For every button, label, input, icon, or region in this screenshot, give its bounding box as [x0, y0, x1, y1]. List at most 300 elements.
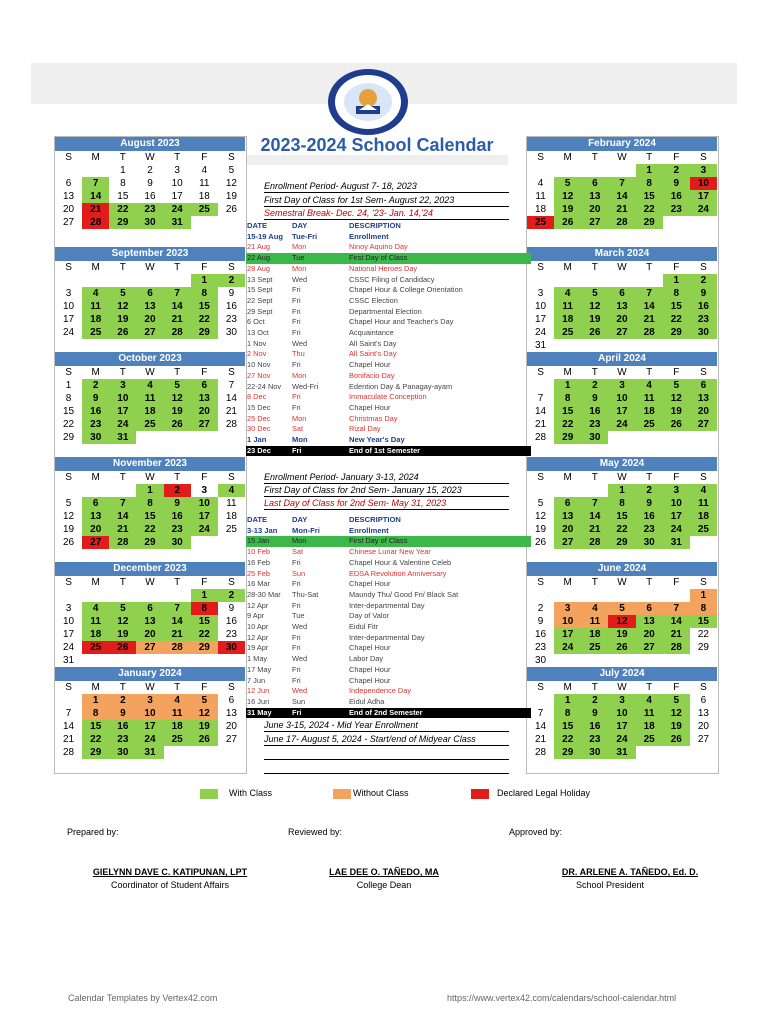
day-cell: 29 [191, 641, 218, 654]
day-cell: 25 [636, 733, 663, 746]
day-cell: 10 [663, 497, 690, 510]
event-row [246, 547, 531, 558]
day-cell: 25 [136, 418, 163, 431]
weekday-label: M [563, 472, 572, 483]
event-row [246, 403, 531, 414]
day-cell: 16 [663, 190, 690, 203]
day-cell: 24 [109, 418, 136, 431]
day-cell: 3 [608, 694, 635, 707]
events-header-row [246, 515, 531, 526]
event-cell: 6 Oct [247, 317, 265, 327]
day-cell: 12 [225, 178, 237, 189]
day-cell: 14 [164, 615, 191, 628]
day-cell: 27 [697, 734, 709, 745]
day-cell: 12 [63, 511, 75, 522]
day-cell: 8 [663, 287, 690, 300]
weekday-label: F [201, 577, 208, 588]
month-title: April 2024 [527, 352, 717, 366]
event-row [246, 665, 531, 676]
day-cell: 9 [581, 392, 608, 405]
event-cell: Bonifacio Day [349, 370, 395, 380]
day-cell: 30 [218, 641, 245, 654]
weekday-label: S [537, 152, 544, 163]
day-cell: 15 [663, 300, 690, 313]
weekday-label: W [617, 682, 627, 693]
day-cell: 18 [198, 191, 210, 202]
day-cell: 11 [199, 178, 210, 189]
day-cell: 4 [690, 484, 717, 497]
day-cell: 11 [82, 300, 109, 313]
day-cell: 2 [581, 694, 608, 707]
day-cell: 2 [82, 379, 109, 392]
event-row [246, 526, 531, 537]
day-cell: 29 [63, 432, 75, 443]
day-cell: 17 [554, 628, 581, 641]
event-cell: Chapel Hour [349, 579, 391, 589]
weekday-label: T [646, 577, 653, 588]
day-cell: 1 [690, 589, 717, 602]
month-title: November 2023 [55, 457, 245, 471]
weekday-label: T [174, 682, 181, 693]
event-cell: Fri [292, 675, 301, 685]
event-cell: Ninoy Aquino Day [349, 242, 408, 252]
event-cell: Tue [291, 253, 348, 264]
day-cell: 12 [109, 300, 136, 313]
day-cell: 27 [581, 216, 608, 229]
event-cell: Tue-Fri [292, 231, 318, 241]
weekday-label: T [174, 577, 181, 588]
event-cell: CSSC Filing of Candidacy [349, 274, 435, 284]
day-cell: 19 [63, 524, 75, 535]
day-cell: 24 [608, 418, 635, 431]
day-cell: 25 [82, 326, 109, 339]
event-cell: Sat [292, 547, 304, 557]
footer-right-url[interactable]: https://www.vertex42.com/calendars/school-calendar.html [447, 993, 677, 1003]
day-cell: 17 [63, 314, 75, 325]
day-cell: 10 [535, 301, 547, 312]
day-cell: 17 [608, 405, 635, 418]
day-cell: 27 [191, 418, 218, 431]
day-cell: 25 [636, 418, 663, 431]
day-cell: 24 [554, 641, 581, 654]
day-cell: 3 [554, 602, 581, 615]
event-cell: Christmas Day [349, 413, 398, 423]
day-cell: 20 [608, 313, 635, 326]
month-title: June 2024 [527, 562, 717, 576]
weekday-label: M [91, 577, 100, 588]
weekday-label: W [145, 577, 155, 588]
event-row [246, 285, 531, 296]
month-title: January 2024 [55, 667, 245, 681]
event-cell: 19 Apr [247, 643, 269, 653]
day-cell: 16 [535, 629, 547, 640]
day-cell: 20 [225, 721, 237, 732]
day-cell: 12 [663, 707, 690, 720]
day-cell: 25 [690, 523, 717, 536]
event-cell: 10 Nov [247, 360, 271, 370]
day-cell: 5 [191, 694, 218, 707]
event-row [246, 446, 531, 457]
day-cell: 2 [109, 694, 136, 707]
day-cell: 17 [136, 720, 163, 733]
day-cell: 8 [82, 707, 109, 720]
event-cell: 3-13 Jan [247, 525, 278, 535]
day-cell: 3 [136, 694, 163, 707]
day-cell: 4 [218, 484, 245, 497]
weekday-label: S [228, 367, 235, 378]
day-cell: 29 [663, 326, 690, 339]
day-cell: 6 [690, 379, 717, 392]
weekday-label: M [91, 472, 100, 483]
event-row [246, 676, 531, 687]
event-cell: 1 Jan [247, 435, 267, 445]
day-cell: 5 [109, 287, 136, 300]
day-cell: 9 [663, 177, 690, 190]
day-cell: 30 [82, 431, 109, 444]
day-cell: 27 [608, 326, 635, 339]
day-cell: 10 [608, 392, 635, 405]
day-cell: 31 [608, 746, 635, 759]
day-cell: 24 [63, 327, 75, 338]
weekday-label: S [228, 682, 235, 693]
midyear-enrollment: June 3-15, 2024 - Mid Year Enrollment [264, 720, 509, 732]
day-cell: 7 [109, 497, 136, 510]
day-cell: 11 [226, 498, 237, 509]
day-cell: 1 [636, 164, 663, 177]
legend-without-class: Without Class [353, 788, 409, 798]
day-cell: 28 [109, 536, 136, 549]
day-cell: 24 [690, 203, 717, 216]
day-cell: 5 [608, 602, 635, 615]
day-cell: 28 [164, 326, 191, 339]
events-header-cell: DATE [247, 515, 268, 524]
day-cell: 2 [218, 274, 245, 287]
day-cell: 6 [136, 287, 163, 300]
weekday-label: F [201, 367, 208, 378]
event-cell: Chapel Hour & College Orientation [349, 285, 463, 295]
reviewed-name: LAE DEE O. TAÑEDO, MA [329, 867, 439, 877]
day-cell: 30 [109, 746, 136, 759]
day-cell: 14 [63, 721, 75, 732]
event-cell: 16 Jun [247, 696, 270, 706]
sem1-events-table [246, 221, 531, 456]
day-cell: 21 [164, 628, 191, 641]
event-cell: Mon [292, 435, 308, 445]
day-cell: 26 [164, 418, 191, 431]
day-cell: 13 [690, 392, 717, 405]
day-cell: 1 [120, 165, 126, 176]
event-cell: 22 Sept [247, 295, 273, 305]
weekday-label: W [617, 472, 627, 483]
day-cell: 30 [225, 327, 237, 338]
day-cell: 8 [690, 602, 717, 615]
day-cell: 30 [581, 746, 608, 759]
day-cell: 7 [608, 177, 635, 190]
day-cell: 12 [109, 615, 136, 628]
day-cell: 5 [663, 379, 690, 392]
day-cell: 10 [63, 301, 75, 312]
event-cell: Inter-departmental Day [349, 632, 425, 642]
day-cell: 20 [63, 204, 75, 215]
day-cell: 16 [225, 301, 237, 312]
day-cell: 31 [109, 431, 136, 444]
day-cell: 26 [663, 418, 690, 431]
day-cell: 6 [608, 287, 635, 300]
day-cell: 29 [608, 536, 635, 549]
day-cell: 20 [191, 405, 218, 418]
day-cell: 10 [690, 177, 717, 190]
day-cell: 11 [82, 615, 109, 628]
event-cell: Fri [292, 632, 301, 642]
event-cell: 29 Sept [247, 306, 273, 316]
day-cell: 6 [136, 602, 163, 615]
weekday-label: S [65, 262, 72, 273]
day-cell: 2 [164, 484, 191, 497]
weekday-label: F [673, 472, 680, 483]
day-cell: 12 [191, 707, 218, 720]
day-cell: 21 [535, 419, 547, 430]
day-cell: 23 [636, 523, 663, 536]
event-cell: 13 Oct [247, 328, 269, 338]
weekday-label: T [591, 577, 598, 588]
weekday-label: S [700, 682, 707, 693]
event-row [246, 232, 531, 243]
event-cell: Chapel Hour & Valentine Celeb [349, 557, 452, 567]
day-cell: 25 [82, 641, 109, 654]
event-cell: 12 Jun [247, 686, 270, 696]
day-cell: 10 [63, 616, 75, 627]
weekday-label: T [591, 367, 598, 378]
weekday-label: F [201, 472, 208, 483]
legend-holiday: Declared Legal Holiday [497, 788, 591, 798]
event-cell: Chapel Hour [349, 360, 391, 370]
event-cell: Sat [292, 424, 304, 434]
event-cell: Fri [292, 306, 301, 316]
day-cell: 4 [82, 602, 109, 615]
event-cell: 10 Feb [247, 547, 271, 557]
day-cell: 22 [109, 203, 136, 216]
day-cell: 19 [663, 405, 690, 418]
day-cell: 21 [63, 734, 75, 745]
day-cell: 25 [225, 524, 237, 535]
weekday-label: T [591, 472, 598, 483]
weekday-label: S [700, 367, 707, 378]
day-cell: 5 [228, 165, 235, 176]
day-cell: 31 [164, 216, 191, 229]
day-cell: 17 [63, 629, 75, 640]
event-cell: 15 Sept [247, 285, 273, 295]
day-cell: 20 [554, 523, 581, 536]
day-cell: 24 [164, 203, 191, 216]
events-header-cell: DESCRIPTION [349, 515, 401, 524]
weekday-label: M [563, 682, 572, 693]
day-cell: 4 [164, 694, 191, 707]
event-cell: Edention Day & Panagay-ayam [349, 381, 453, 391]
day-cell: 10 [554, 615, 581, 628]
event-cell: 22-24 Nov [247, 381, 282, 391]
day-cell: 3 [608, 379, 635, 392]
day-cell: 4 [136, 379, 163, 392]
day-cell: 9 [82, 392, 109, 405]
day-cell: 18 [554, 313, 581, 326]
day-cell: 5 [581, 287, 608, 300]
sem2-last-day: Last Day of Class for 2nd Sem- May 31, 2023 [264, 498, 509, 510]
weekday-label: W [617, 262, 627, 273]
day-cell: 21 [636, 313, 663, 326]
event-row [246, 633, 531, 644]
weekday-label: T [591, 152, 598, 163]
day-cell: 5 [554, 177, 581, 190]
event-cell: Inter-departmental Day [349, 600, 425, 610]
day-cell: 17 [608, 720, 635, 733]
day-cell: 9 [537, 616, 544, 627]
event-row [246, 371, 531, 382]
event-cell: Wed [292, 686, 308, 696]
event-row [246, 307, 531, 318]
weekday-label: T [646, 367, 653, 378]
day-cell: 8 [191, 287, 218, 300]
sem1-break: Semestral Break- Dec. 24, '23- Jan. 14,'24 [264, 208, 509, 220]
event-cell: 30 Dec [247, 424, 271, 434]
day-cell: 3 [690, 164, 717, 177]
event-cell: 21 Aug [247, 242, 271, 252]
day-cell: 23 [109, 733, 136, 746]
day-cell: 21 [581, 523, 608, 536]
weekday-label: T [591, 682, 598, 693]
day-cell: 20 [636, 628, 663, 641]
event-cell: Sun [292, 696, 306, 706]
event-cell: 28-30 Mar [247, 589, 281, 599]
day-cell: 18 [581, 628, 608, 641]
day-cell: 18 [164, 720, 191, 733]
weekday-label: S [700, 472, 707, 483]
day-cell: 4 [82, 287, 109, 300]
day-cell: 25 [554, 326, 581, 339]
event-cell: CSSC Election [349, 295, 398, 305]
day-cell: 8 [554, 392, 581, 405]
event-cell: Mon [291, 536, 348, 547]
day-cell: 11 [690, 497, 717, 510]
weekday-label: S [65, 682, 72, 693]
weekday-label: W [145, 682, 155, 693]
day-cell: 3 [201, 485, 208, 496]
day-cell: 5 [663, 694, 690, 707]
day-cell: 29 [554, 431, 581, 444]
day-cell: 1 [554, 379, 581, 392]
event-row [246, 328, 531, 339]
college-seal-logo [327, 68, 409, 136]
day-cell: 7 [663, 602, 690, 615]
event-row [246, 242, 531, 253]
event-cell: Wed-Fri [292, 381, 319, 391]
day-cell: 28 [82, 216, 109, 229]
day-cell: 24 [63, 642, 75, 653]
day-cell: 16 [225, 616, 237, 627]
day-cell: 30 [690, 326, 717, 339]
day-cell: 19 [581, 313, 608, 326]
day-cell: 13 [82, 510, 109, 523]
day-cell: 19 [663, 720, 690, 733]
event-cell: National Heroes Day [349, 263, 418, 273]
event-row [246, 253, 531, 264]
event-row [246, 536, 531, 547]
day-cell: 8 [136, 497, 163, 510]
day-cell: 18 [690, 510, 717, 523]
day-cell: 18 [82, 313, 109, 326]
weekday-label: S [228, 577, 235, 588]
event-cell: All Saint's Day [349, 338, 397, 348]
left-column-frame [54, 136, 247, 774]
day-cell: 4 [554, 287, 581, 300]
day-cell: 29 [136, 536, 163, 549]
day-cell: 29 [82, 746, 109, 759]
day-cell: 19 [225, 191, 237, 202]
day-cell: 24 [191, 523, 218, 536]
event-row [246, 569, 531, 580]
day-cell: 26 [535, 537, 547, 548]
reviewed-label: Reviewed by: [288, 827, 343, 837]
weekday-label: T [174, 472, 181, 483]
day-cell: 9 [228, 288, 235, 299]
weekday-label: T [119, 472, 126, 483]
day-cell: 6 [554, 497, 581, 510]
day-cell: 27 [225, 734, 237, 745]
day-cell: 22 [554, 418, 581, 431]
day-cell: 17 [535, 314, 547, 325]
day-cell: 15 [191, 300, 218, 313]
day-cell: 22 [608, 523, 635, 536]
day-cell: 16 [82, 405, 109, 418]
day-cell: 31 [63, 655, 75, 666]
month-title: March 2024 [527, 247, 717, 261]
weekday-label: W [145, 152, 155, 163]
day-cell: 23 [663, 203, 690, 216]
event-row [246, 643, 531, 654]
day-cell: 7 [228, 380, 235, 391]
day-cell: 31 [136, 746, 163, 759]
approved-label: Approved by: [509, 827, 563, 837]
day-cell: 17 [171, 191, 183, 202]
day-cell: 10 [109, 392, 136, 405]
event-cell: 15 Dec [247, 402, 271, 412]
event-cell: EDSA Revolution Anniversary [349, 568, 447, 578]
day-cell: 1 [191, 589, 218, 602]
weekday-label: S [537, 577, 544, 588]
weekday-label: S [537, 367, 544, 378]
day-cell: 11 [164, 707, 191, 720]
day-cell: 1 [191, 274, 218, 287]
day-cell: 11 [535, 191, 546, 202]
day-cell: 28 [63, 747, 75, 758]
approved-name: DR. ARLENE A. TAÑEDO, Ed. D. [561, 867, 699, 877]
day-cell: 10 [191, 497, 218, 510]
event-cell: Mon-Fri [292, 525, 320, 535]
event-cell: Mon [292, 263, 307, 273]
day-cell: 9 [636, 497, 663, 510]
event-row [246, 686, 531, 697]
day-cell: 19 [109, 628, 136, 641]
day-cell: 19 [109, 313, 136, 326]
day-cell: 5 [537, 498, 544, 509]
day-cell: 3 [65, 603, 72, 614]
weekday-label: T [646, 262, 653, 273]
event-row [246, 708, 531, 719]
weekday-label: M [563, 367, 572, 378]
sem2-first-day: First Day of Class for 2nd Sem- January 15, 2023 [264, 485, 509, 497]
day-cell: 1 [663, 274, 690, 287]
day-cell: 18 [636, 720, 663, 733]
weekday-label: W [617, 367, 627, 378]
